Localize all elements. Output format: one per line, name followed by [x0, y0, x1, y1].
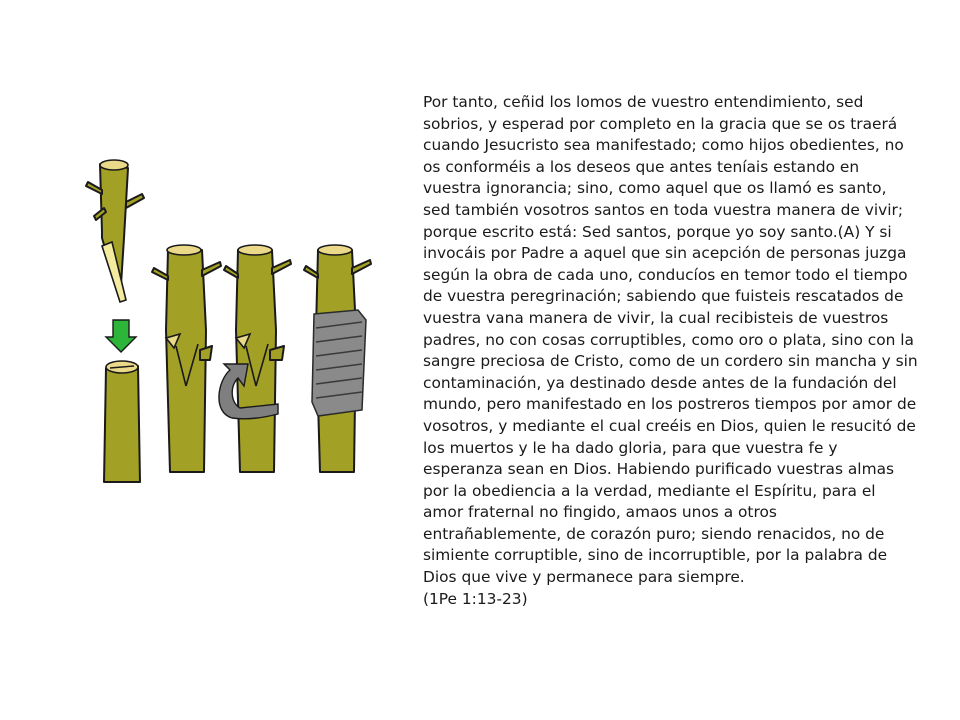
passage-text: Por tanto, ceñid los lomos de vuestro entendimiento, sed sobrios, y esperad por completo en la gracia que se os traerá cuando Jesucristo sea manifestado; como hijos obedientes, no os conforméis a los deseos que antes teníais estando en vuestra ignorancia; sino, como aquel que os llamó es santo, sed también vosotros santos en toda vuestra manera de vivir; porque escrito está: Sed santos, porque yo soy santo.(A) Y si invocáis por Padre a aquel que sin acepción de personas juzga según la obra de cada uno, conducíos en temor todo el tiempo de vuestra peregrinación; sabiendo que fuisteis rescatados de vuestra vana manera de vivir, la cual recibisteis de vuestros padres, no con cosas corruptibles, como oro o plata, sino con la sangre preciosa de Cristo, como de un cordero sin mancha y sin contaminación, ya destinado desde antes de la fundación del mundo, pero manifestado en los postreros tiempos por amor de vosotros, y mediante el cual creéis en Dios, quien le resucitó de los muertos y le ha dado gloria, para que vuestra fe y esperanza sean en Dios. Habiendo purificado vuestras almas por la obediencia a la verdad, mediante el Espíritu, para el amor fraternal no fingido, amaos unos a otros entrañablemente, de corazón puro; siendo renacidos, no de simiente corruptible, sino de incorruptible, por la palabra de Dios que vive y permanece para siempre.: [423, 93, 918, 587]
bible-passage: [423, 92, 918, 610]
scion-stage: [86, 160, 144, 302]
wrapping-stage: [219, 245, 291, 472]
taped-graft-stage: [304, 245, 371, 472]
rootstock-stage: [104, 361, 140, 482]
down-arrow-icon: [106, 320, 136, 352]
passage-reference: (1Pe 1:13-23): [423, 589, 528, 608]
grafting-illustration: [80, 150, 380, 490]
inserted-graft-stage: [152, 245, 221, 472]
